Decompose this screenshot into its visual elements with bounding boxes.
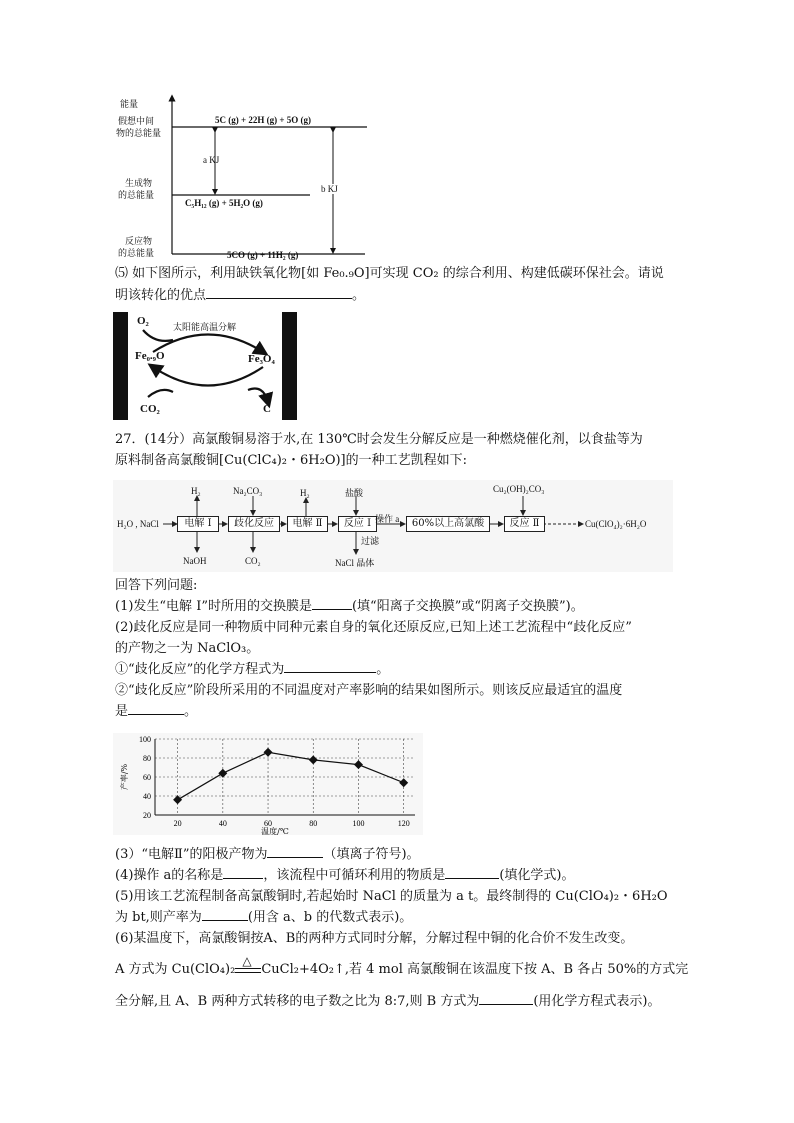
q1-answer-blank[interactable] <box>312 597 352 610</box>
top-level-label-2: 物的总能量 <box>116 128 162 138</box>
flow-box-electrolysis-1: 电解 Ⅰ <box>177 516 219 532</box>
q6-line-1: (6)某温度下，高氯酸铜按A、B的两种方式同时分解，分解过程中铜的化合价不发生改变。 <box>115 931 634 946</box>
q27-line-2: 原料制备高氯酸铜[Cu(ClC₄)₂・6H₂O)]的一种工艺凯程如下: <box>115 453 468 468</box>
mid-level-label-1: 生成物 <box>125 178 153 188</box>
x-tick-label: 100 <box>352 819 365 828</box>
q2a-suffix: 。 <box>376 662 390 677</box>
q3-prefix: (3）“电解Ⅱ”的阳极产物为 <box>115 847 268 862</box>
q2a-line <box>115 660 389 680</box>
flow-box-disproportionation: 歧化反应 <box>228 516 280 532</box>
flow-operation-a: 操作 a <box>375 514 400 524</box>
cycle-o2: O₂ <box>137 315 149 327</box>
q2b-line-2 <box>115 702 197 722</box>
flow-cu2oh2co3: Cu₂(OH)₂CO₃ <box>493 484 545 494</box>
q5-line-2 <box>115 286 365 306</box>
y-tick-label: 100 <box>139 735 151 744</box>
flow-na2co3: Na₂CO₃ <box>233 486 263 496</box>
q6-last-suffix: (用化学方程式表示)。 <box>533 994 661 1009</box>
yield-chart <box>113 733 423 835</box>
x-tick-label: 120 <box>397 819 410 828</box>
flow-box-reaction-2: 反应 Ⅱ <box>504 516 545 532</box>
flow-box-reaction-1: 反应 Ⅰ <box>338 516 377 532</box>
q6-line-2 <box>115 953 689 980</box>
mid-species: C₅H₁₂ (g) + 5H₂O (g) <box>185 198 263 208</box>
q2a-prefix: ①“歧化反应”的化学方程式为 <box>115 662 285 677</box>
q2b-suffix: 。 <box>184 704 198 719</box>
q6-answer-blank[interactable] <box>479 992 533 1005</box>
flow-end: Cu(ClO₄)₂·6H₂O <box>585 519 647 529</box>
cycle-title: 太阳能高温分解 <box>173 322 237 332</box>
top-species: 5C (g) + 22H (g) + 5O (g) <box>215 115 311 125</box>
y-tick-label: 60 <box>143 773 151 782</box>
yield-data-point <box>399 778 408 787</box>
q5-answer-blank[interactable] <box>206 286 352 299</box>
y-tick-label: 80 <box>143 754 151 763</box>
yield-data-point <box>218 769 227 778</box>
q4-answer-blank-2[interactable] <box>445 866 499 879</box>
q4-prefix: (4)操作 a的名称是 <box>115 868 224 883</box>
b-kj-label: b KJ <box>321 184 338 194</box>
yield-series-line <box>178 752 404 800</box>
yield-data-point <box>309 755 318 764</box>
q3-suffix: （填离子符号)。 <box>323 847 420 862</box>
x-tick-label: 80 <box>309 819 318 828</box>
y-tick-label: 40 <box>143 792 151 801</box>
q1-line <box>115 597 584 617</box>
flow-start: H₂O , NaCl <box>117 519 159 529</box>
q6-last-prefix: 全分解,且 A、B 两种方式转移的电子数之比为 8:7,则 B 方式为 <box>115 994 480 1009</box>
yield-data-point <box>354 760 363 769</box>
x-tick-label: 60 <box>264 819 273 828</box>
q1-suffix: (填“阳离子交换膜”或“阴离子交换膜”)。 <box>351 599 584 614</box>
q6-a-prefix: A 方式为 Cu(ClO₄)₂ <box>115 962 236 977</box>
yield-data-point <box>173 795 182 804</box>
q2a-answer-blank[interactable] <box>284 660 376 673</box>
q5-line-2-prefix: 明该转化的优点 <box>115 288 207 303</box>
energy-diagram <box>115 92 375 262</box>
bot-level-label-1: 反应物 <box>125 236 153 246</box>
y-axis-label: 能量 <box>120 99 139 109</box>
yield-chart-svg <box>113 733 423 835</box>
flow-box-electrolysis-2: 电解 Ⅱ <box>287 516 328 532</box>
y-tick-label: 20 <box>143 811 151 820</box>
flow-filter: 过滤 <box>361 536 380 546</box>
q5-yield-suffix: (用含 a、b 的代数式表示)。 <box>247 910 413 925</box>
q5-line-1: ⑸ 如下图所示，利用缺铁氧化物[如 Fe₀.₉O]可实现 CO₂ 的综合利用、构建低碳环保社会。请说 <box>115 266 664 281</box>
bot-level-label-2: 的总能量 <box>118 248 155 258</box>
q6-double-bar <box>235 968 261 973</box>
q2b-answer-blank[interactable] <box>128 702 184 715</box>
x-tick-label: 20 <box>173 819 182 828</box>
cycle-feo: Fe₀.₉O <box>135 350 165 362</box>
flow-naoh: NaOH <box>183 556 207 566</box>
q6-line-3 <box>115 992 661 1012</box>
q5-yield-line-2 <box>115 908 412 928</box>
yield-data-point <box>264 748 273 757</box>
flow-co2: CO₂ <box>245 556 261 566</box>
q3-line <box>115 845 420 865</box>
q6-a-suffix: CuCl₂+4O₂↑,若 4 mol 高氯酸铜在该温度下按 A、B 各占 50%的方式完 <box>261 962 689 977</box>
y-axis-title: 产率/% <box>120 763 129 791</box>
q4-suffix: (填化学式)。 <box>499 868 575 883</box>
x-axis-title: 温度/℃ <box>261 827 289 835</box>
cycle-fe3o4: Fe₃O₄ <box>248 353 275 365</box>
process-flow <box>113 480 673 572</box>
q6-delta-symbol: △ <box>242 953 252 968</box>
q3-answer-blank[interactable] <box>267 845 323 858</box>
x-tick-label: 40 <box>218 819 227 828</box>
q27-line-1: 27．(14分）高氯酸铜易溶于水,在 130℃时会发生分解反应是一种燃烧催化剂，以食盐等为 <box>115 432 643 447</box>
q5-line-2-suffix: 。 <box>352 288 366 303</box>
q5-yield-answer-blank[interactable] <box>202 908 248 921</box>
q2-line-2: 的产物之一为 NaClO₃。 <box>115 641 260 656</box>
mid-level-label-2: 的总能量 <box>118 190 155 200</box>
q2-line-1: (2)歧化反应是同一种物质中同种元素自身的氧化还原反应,已知上述工艺流程中“歧化反应” <box>115 620 632 635</box>
q2b-prefix: 是 <box>115 704 129 719</box>
answers-intro: 回答下列问题: <box>115 578 198 593</box>
q1-prefix: (1)发生“电解 I”时所用的交换膜是 <box>115 599 312 614</box>
flow-box-perchloric-acid: 60%以上高氯酸 <box>406 516 490 532</box>
q2b-line-1: ②“歧化反应”阶段所采用的不同温度对产率影响的结果如图所示。则该反应最适宜的温度 <box>115 683 623 698</box>
bot-species: 5CO (g) + 11H₂ (g) <box>227 250 299 260</box>
cycle-co2: CO₂ <box>140 403 160 415</box>
cycle-diagram <box>113 312 297 420</box>
q4-answer-blank-1[interactable] <box>223 866 263 879</box>
q5-yield-prefix: 为 bt,则产率为 <box>115 910 202 925</box>
flow-h2-out-2: H₂ <box>300 488 310 498</box>
q4-line <box>115 866 574 886</box>
flow-h2-out-1: H₂ <box>191 486 201 496</box>
flow-hcl: 盐酸 <box>345 488 364 498</box>
top-level-label-1: 假想中间 <box>118 116 155 126</box>
q6-heat-arrow <box>235 953 261 977</box>
a-kj-label: a KJ <box>203 155 220 165</box>
q4-middle: ，该流程中可循环利用的物质是 <box>263 868 446 883</box>
q5-yield-line-1: (5)用该工艺流程制备高氯酸铜时,若起始时 NaCl 的质量为 a t。最终制得的 Cu(ClO₄)₂・6H₂O <box>115 889 668 904</box>
cycle-c: C <box>263 403 271 415</box>
flow-nacl-crystal: NaCl 晶体 <box>335 558 375 568</box>
